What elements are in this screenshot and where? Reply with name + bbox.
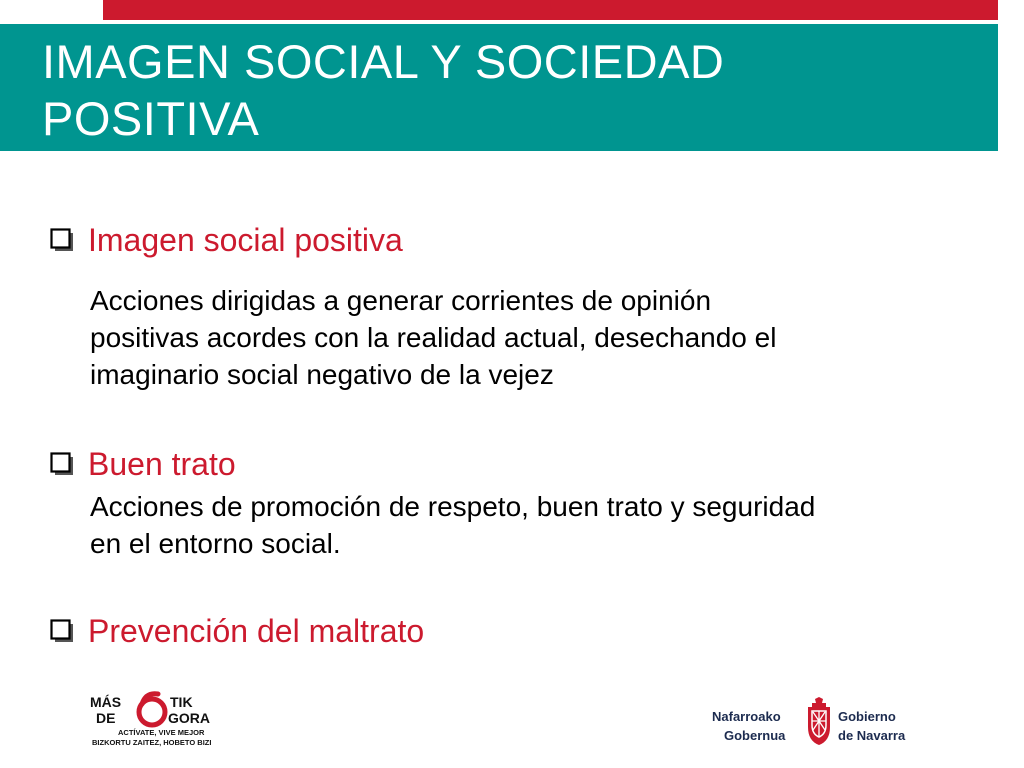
logo-tagline-2: BIZKORTU ZAITEZ, HOBETO BIZI: [92, 738, 212, 747]
body-line: Acciones dirigidas a generar corrientes de opinión: [90, 285, 712, 316]
logo-es-line-1: Gobierno: [838, 709, 896, 724]
checkbox-bullet-icon: [50, 619, 74, 643]
body-line: Acciones de promoción de respeto, buen trato y seguridad: [90, 491, 816, 522]
checkbox-bullet-icon: [50, 228, 74, 252]
logo-es-line-2: de Navarra: [838, 728, 906, 743]
section-heading-buen-trato: [50, 445, 236, 483]
section-heading-text: Imagen social positiva: [88, 222, 403, 258]
section-heading-prevencion: [50, 612, 424, 650]
section-heading-text: Buen trato: [88, 446, 236, 482]
logo-eu-line-1: Nafarroako: [712, 709, 781, 724]
title-line-2: POSITIVA: [42, 92, 260, 145]
logo-tik: TIK: [170, 694, 193, 710]
navarra-coat-of-arms-icon: [808, 697, 830, 745]
top-red-bar: [103, 0, 998, 20]
logo-de: DE: [96, 710, 116, 726]
mas-de-60-logo: [90, 690, 230, 748]
section-body-imagen-social: [90, 282, 990, 393]
logo-mas: MÁS: [90, 694, 122, 710]
section-body-buen-trato: [90, 488, 990, 562]
logo-tagline-1: ACTÍVATE, VIVE MEJOR: [118, 728, 205, 737]
logo-eu-line-2: Gobernua: [724, 728, 786, 743]
section-heading-imagen-social: [50, 221, 403, 259]
section-heading-text: Prevención del maltrato: [88, 613, 425, 649]
page-title: [42, 33, 982, 147]
title-line-1: IMAGEN SOCIAL Y SOCIEDAD: [42, 35, 725, 88]
logo-gora: GORA: [168, 710, 210, 726]
body-line: positivas acordes con la realidad actual, desechando el: [90, 322, 777, 353]
gobierno-de-navarra-logo: [710, 697, 920, 749]
checkbox-bullet-icon: [50, 452, 74, 476]
body-line: en el entorno social.: [90, 528, 341, 559]
body-line: imaginario social negativo de la vejez: [90, 359, 554, 390]
